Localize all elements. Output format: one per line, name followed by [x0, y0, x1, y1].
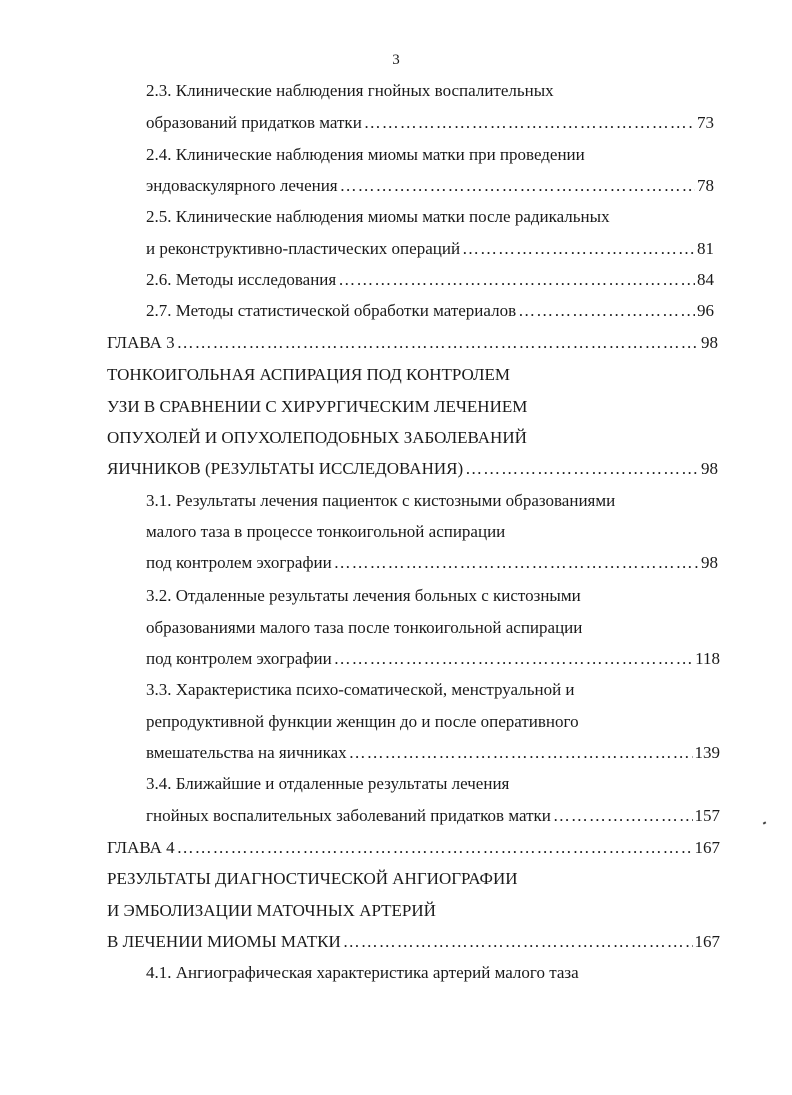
- toc-line: [146, 80, 554, 102]
- dot-leader: [343, 931, 693, 953]
- toc-page-number: 81: [697, 239, 714, 258]
- toc-entry-text: и реконструктивно-пластических операций: [146, 239, 461, 258]
- toc-line: [107, 931, 720, 953]
- dot-leader: [340, 175, 695, 197]
- toc-entry-text: 2.3. Клинические наблюдения гнойных воспалительных: [146, 81, 554, 100]
- toc-entry-text: малого таза в процессе тонкоигольной аспирации: [146, 522, 506, 541]
- toc-line: [146, 112, 714, 134]
- toc-line: [107, 900, 436, 922]
- toc-entry-text: И ЭМБОЛИЗАЦИИ МАТОЧНЫХ АРТЕРИЙ: [107, 901, 436, 920]
- toc-line: [146, 679, 575, 701]
- toc-line: [146, 238, 714, 260]
- toc-page-number: 157: [694, 806, 720, 825]
- toc-line: [146, 175, 714, 197]
- toc-line: [107, 396, 527, 418]
- dot-leader: [334, 648, 693, 670]
- toc-entry-text: РЕЗУЛЬТАТЫ ДИАГНОСТИЧЕСКОЙ АНГИОГРАФИИ: [107, 869, 518, 888]
- dot-leader: [364, 112, 695, 134]
- toc-entry-text: гнойных воспалительных заболеваний придатков матки: [146, 806, 551, 825]
- dot-leader: [334, 552, 699, 574]
- toc-entry-text: 2.6. Методы исследования: [146, 270, 337, 289]
- page-number: 3: [392, 52, 400, 68]
- scan-speck: [763, 821, 767, 824]
- toc-entry-text: 3.1. Результаты лечения пациенток с кистозными образованиями: [146, 491, 616, 510]
- toc-entry-text: 3.3. Характеристика психо-соматической, менструальной и: [146, 680, 575, 699]
- toc-page-number: 167: [694, 838, 720, 857]
- dot-leader: [338, 269, 695, 291]
- toc-line: [146, 962, 579, 984]
- dot-leader: [518, 300, 695, 322]
- dot-leader: [465, 458, 699, 480]
- toc-entry-text: ЯИЧНИКОВ (РЕЗУЛЬТАТЫ ИССЛЕДОВАНИЯ): [107, 459, 464, 478]
- toc-line: [146, 742, 720, 764]
- dot-leader: [177, 837, 693, 859]
- toc-entry-text: эндоваскулярного лечения: [146, 176, 338, 195]
- toc-page-number: 98: [701, 333, 718, 352]
- dot-leader: [177, 332, 699, 354]
- toc-line: [146, 521, 505, 543]
- toc-line: [146, 552, 718, 574]
- toc-page-number: 96: [697, 301, 714, 320]
- toc-line: [107, 868, 518, 890]
- toc-line: [146, 144, 585, 166]
- toc-page-number: 98: [701, 553, 718, 572]
- toc-entry-text: под контролем эхографии: [146, 553, 332, 572]
- dot-leader: [553, 805, 693, 827]
- toc-line: [146, 617, 582, 639]
- toc-line: [146, 585, 581, 607]
- toc-line: [146, 490, 615, 512]
- toc-line: [146, 269, 714, 291]
- toc-page-number: 98: [701, 459, 718, 478]
- toc-line: [146, 805, 720, 827]
- toc-entry-text: образований придатков матки: [146, 113, 362, 132]
- toc-page-number: 139: [694, 743, 720, 762]
- toc-entry-text: 3.2. Отдаленные результаты лечения больных с кистозными: [146, 586, 581, 605]
- toc-chapter-line: [107, 332, 718, 354]
- toc-entry-text: образованиями малого таза после тонкоигольной аспирации: [146, 618, 583, 637]
- toc-entry-text: ГЛАВА 4: [107, 838, 175, 857]
- toc-line: [107, 458, 718, 480]
- toc-page-number: 167: [694, 932, 720, 951]
- toc-line: [146, 648, 720, 670]
- toc-entry-text: 4.1. Ангиографическая характеристика артерий малого таза: [146, 963, 579, 982]
- toc-entry-text: 2.5. Клинические наблюдения миомы матки после радикальных: [146, 207, 610, 226]
- toc-entry-text: В ЛЕЧЕНИИ МИОМЫ МАТКИ: [107, 932, 341, 951]
- toc-entry-text: ОПУХОЛЕЙ И ОПУХОЛЕПОДОБНЫХ ЗАБОЛЕВАНИЙ: [107, 428, 527, 447]
- toc-page-number: 118: [695, 649, 720, 668]
- toc-line: [107, 364, 510, 386]
- toc-page-number: 78: [697, 176, 714, 195]
- toc-line: [107, 427, 527, 449]
- toc-chapter-line: [107, 837, 720, 859]
- toc-entry-text: 2.7. Методы статистической обработки материалов: [146, 301, 517, 320]
- toc-entry-text: 2.4. Клинические наблюдения миомы матки при проведении: [146, 145, 585, 164]
- toc-entry-text: репродуктивной функции женщин до и после оперативного: [146, 712, 579, 731]
- toc-entry-text: ТОНКОИГОЛЬНАЯ АСПИРАЦИЯ ПОД КОНТРОЛЕМ: [107, 365, 511, 384]
- toc-page-number: 84: [697, 270, 714, 289]
- toc-entry-text: ГЛАВА 3: [107, 333, 175, 352]
- toc-line: [146, 206, 610, 228]
- toc-line: [146, 773, 509, 795]
- toc-page-number: 73: [697, 113, 714, 132]
- dot-leader: [349, 742, 693, 764]
- toc-entry-text: УЗИ В СРАВНЕНИИ С ХИРУРГИЧЕСКИМ ЛЕЧЕНИЕМ: [107, 397, 528, 416]
- toc-entry-text: под контролем эхографии: [146, 649, 332, 668]
- dot-leader: [462, 238, 695, 260]
- toc-entry-text: 3.4. Ближайшие и отдаленные результаты лечения: [146, 774, 510, 793]
- toc-line: [146, 711, 579, 733]
- toc-line: [146, 300, 714, 322]
- toc-entry-text: вмешательства на яичниках: [146, 743, 347, 762]
